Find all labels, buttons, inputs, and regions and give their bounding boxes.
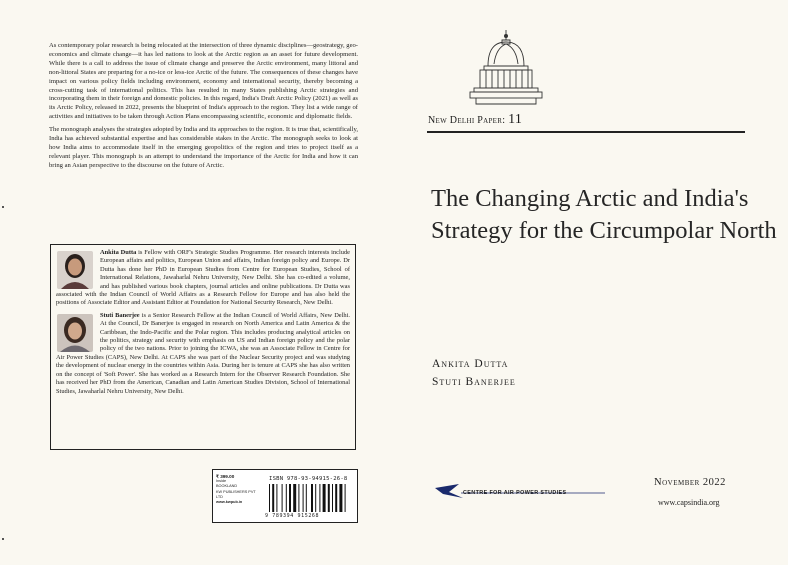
author-bio-text: is a Senior Research Fellow at the Indian Council of World Affairs, New Delhi. At the Council, Dr Banerjee is engaged in research on North America and Latin America & the Caribbean, the Indo-Pacific and the Polar region. This includes producing analytical articles on the politics, strategy and security with emphasis on US and Indian foreign policy and the polar policy of the two nations. Prior to joining the ICWA, she was an Associate Fellow in Centre for Air Power Studies (CAPS), New Delhi. At CAPS she was part of the Nuclear Security project and was studying the development of nuclear energy in the countries within Asia. During her is tenure at CAPS she has also written on the concept of 'Soft Power'. She has worked as a Research Intern for the Observer Research Foundation. She has received her PhD from the American, Canadian and Latin American Studies Division, School of International Studies, Jawaharlal Nehru University, New Delhi. <box>56 311 350 395</box>
barcode-line: Inside <box>216 479 227 484</box>
barcode-bars-icon <box>269 484 353 512</box>
barcode-box <box>212 469 358 523</box>
author-bio-name: Ankita Dutta <box>100 249 137 256</box>
blurb-paragraph-2: The monograph analyses the strategies adopted by India and its approaches to the region. It is true that, scientifically, India has achieved substantial expertise and has considerable stakes in the Arctic. The monograph seeks to look at how India aims to accommodate itself in the emerging geopolitics of the region and tries to project itself as a relevant player. This monograph is an attempt to understand the importance of the Arctic for India and how it can bring an Asian perspective to the discourse on the future of Arctic. <box>49 126 358 169</box>
author-bio-text: is Fellow with ORF's Strategic Studies Programme. Her research interests include European affairs and politics, European Union and affairs, Indian foreign policy and Europe. Dr Dutta has done her PhD in European Studies from Centre for European Studies, School of International Relations, Jawaharlal Nehru University, New Delhi. She has co-edited a volume, and has published various book chapters, journal articles and online publications. Dr Dutta was associated with the Indian Council of World Affairs as a Research Fellow for Europe and has also held the positions of Associate Editor and Assistant Editor at Foundation for National Security Research, New Delhi. <box>56 249 350 307</box>
series-name: New Delhi Paper: <box>428 115 506 126</box>
barcode-line: KW PUBLISHERS PVT LTD <box>216 489 256 499</box>
author-bio-name: Stuti Banerjee <box>100 311 140 319</box>
fold-mark <box>2 206 4 208</box>
barcode-line: www.kwpub.in <box>216 500 243 505</box>
header-rule <box>427 131 745 133</box>
publication-date: November 2022 <box>654 477 726 488</box>
publisher-name: CENTRE FOR AIR POWER STUDIES <box>463 490 567 496</box>
front-cover <box>393 0 788 565</box>
barcode-number: 9 789394 915268 <box>265 513 320 519</box>
author-name: Ankita Dutta <box>432 358 509 370</box>
author-bio-2 <box>56 312 350 396</box>
book-title: The Changing Arctic and India's Strategy for the Circumpolar North <box>431 185 777 244</box>
back-blurb <box>49 42 358 175</box>
blurb-paragraph-1: As contemporary polar research is being relocated at the intersection of three dynamic disciplines—geostrategy, geo-economics and climate change—it has led nations to look at the Arctic region as an asset for future development. While there is a call to address the issue of climate change and preserve the Arctic environment, many littoral and non-littoral States are preparing for a no-ice or less-ice Arctic of the future. The consequences of these changes have impact on various policy fields including environment, economy and international security, thereby becoming a cross-cutting task of international politics. This has resulted in many States publishing Arctic strategies and incorporating them in their foreign and domestic policies. In this regard, India's Draft Arctic Policy (2021) as well as its Arctic Policy, released in 2022, presents the blueprint of India's approach to the region. They list a wide range of activities and initiatives to be taken through Action Plans encompassing scientific, economic and diplomatic fields. <box>49 42 358 121</box>
isbn-label: ISBN 978-93-94915-26-8 <box>269 476 348 482</box>
author-name: Stuti Banerjee <box>432 376 516 388</box>
barcode-publisher-info <box>216 474 260 505</box>
barcode-line: BOOKLAND <box>216 484 238 489</box>
author-photo-icon <box>57 314 93 352</box>
back-cover <box>0 0 393 565</box>
author-bio-1 <box>56 249 350 308</box>
author-photo-icon <box>57 251 93 289</box>
author-list <box>432 355 516 391</box>
publisher-url: www.capsindia.org <box>658 498 720 507</box>
fold-mark <box>2 538 4 540</box>
series-number: 11 <box>508 112 523 127</box>
price-label: ₹ 399.00 <box>216 474 235 479</box>
series-label <box>428 112 522 128</box>
author-bios-box <box>50 244 356 450</box>
